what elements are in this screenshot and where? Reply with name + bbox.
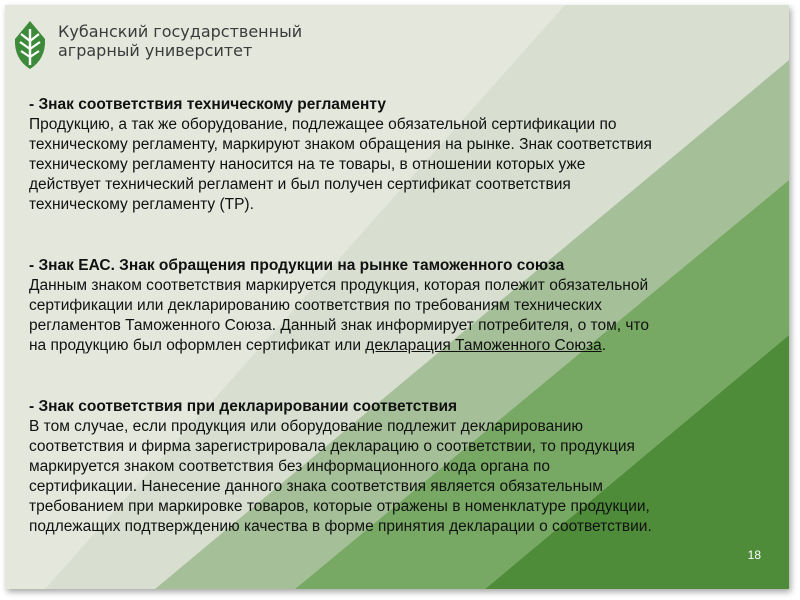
section-technical-regulation: [29, 95, 769, 215]
section-eac-mark: [29, 256, 769, 356]
section-text-line: регламентов Таможенного Союза. Данный знак информирует потребителя, о том, что: [29, 317, 649, 334]
page-number: 18: [747, 548, 761, 562]
section-heading: - Знак соответствия техническому регламенту: [29, 96, 386, 113]
section-text-line: В том случае, если продукция или оборудование подлежит декларированию: [29, 418, 584, 435]
slide: [5, 5, 789, 589]
kubsau-leaf-logo-icon: [13, 19, 47, 71]
slide-content: [29, 95, 769, 537]
section-heading: - Знак ЕАС. Знак обращения продукции на рынке таможенного союза: [29, 257, 565, 274]
university-name: [58, 22, 302, 60]
section-text-line: техническому регламенту, маркируют знаком обращения на рынке. Знак соответствия: [29, 136, 652, 153]
customs-union-declaration-link[interactable]: декларация Таможенного Союза: [365, 337, 602, 354]
university-name-line-1: Кубанский государственный: [58, 22, 303, 41]
section-text-line: соответствия и фирма зарегистрировала декларацию о соответствии, то продукция: [29, 438, 635, 455]
section-heading: - Знак соответствия при декларировании соответствия: [29, 398, 458, 415]
section-declaration-mark: [29, 397, 769, 537]
section-text-line: действует технический регламент и был получен сертификат соответствия: [29, 176, 571, 193]
section-text-prefix: на продукцию был оформлен сертификат или: [29, 337, 366, 354]
section-text-line: Данным знаком соответствия маркируется продукция, которая полежит обязательной: [29, 277, 649, 294]
section-text-line: сертификации или декларированию соответствия по требованиям технических: [29, 297, 602, 314]
section-text-line: Продукцию, а так же оборудование, подлежащее обязательной сертификации по: [29, 116, 617, 133]
section-text-line: техническому регламенту (ТР).: [29, 196, 254, 213]
section-text-suffix: .: [601, 337, 606, 354]
section-text-line: [29, 336, 769, 356]
university-name-line-2: аграрный университет: [58, 41, 253, 60]
section-text-line: сертификации. Нанесение данного знака соответствия является обязательным: [29, 478, 603, 495]
section-text-line: маркируется знаком соответствия без информационного кода органа по: [29, 458, 551, 475]
section-text-line: требованием при маркировке товаров, которые отражены в номенклатуре продукции,: [29, 498, 650, 515]
section-text-line: подлежащих подтверждению качества в форме принятия декларации о соответствии.: [29, 518, 652, 535]
section-text-line: техническому регламенту наносится на те товары, в отношении которых уже: [29, 156, 586, 173]
